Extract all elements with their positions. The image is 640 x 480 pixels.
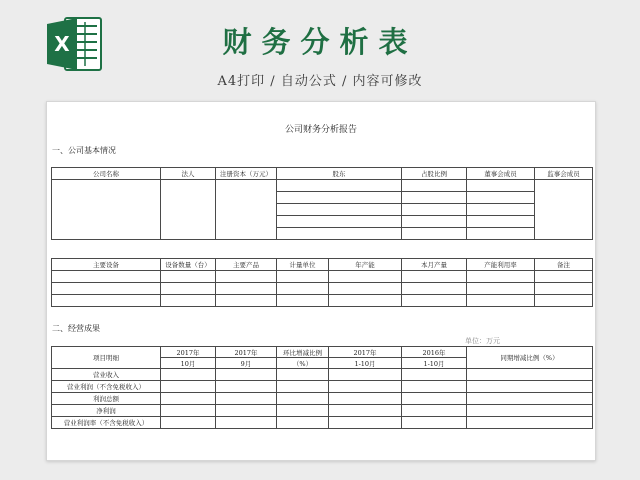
table-cell[interactable]	[161, 369, 216, 381]
table-cell[interactable]	[277, 393, 329, 405]
table-row-label: 营业利润率（不含免税收入）	[52, 417, 161, 429]
table-cell[interactable]	[329, 405, 402, 417]
table-cell[interactable]	[277, 228, 402, 240]
table-cell[interactable]	[467, 417, 593, 429]
table-cell[interactable]	[216, 295, 277, 307]
table-cell[interactable]	[402, 192, 467, 204]
table-cell[interactable]	[52, 283, 161, 295]
table-cell[interactable]	[467, 228, 535, 240]
table-header-cell: 主要产品	[216, 259, 277, 271]
table-cell[interactable]	[402, 228, 467, 240]
table-cell[interactable]	[329, 295, 402, 307]
table-header-cell: 1-10月	[402, 358, 467, 369]
table-header-cell: 法人	[161, 168, 216, 180]
table-cell[interactable]	[216, 381, 277, 393]
table-cell[interactable]	[467, 271, 535, 283]
table-cell[interactable]	[277, 295, 329, 307]
table-cell[interactable]	[402, 271, 467, 283]
table-cell[interactable]	[216, 393, 277, 405]
table-row-label: 净利润	[52, 405, 161, 417]
table-header-cell: （%）	[277, 358, 329, 369]
table-cell[interactable]	[402, 283, 467, 295]
table-row-label: 利润总额	[52, 393, 161, 405]
table-cell[interactable]	[52, 271, 161, 283]
table-cell[interactable]	[216, 283, 277, 295]
table-cell[interactable]	[535, 180, 593, 240]
table-header-cell: 产能利用率	[467, 259, 535, 271]
table-header-cell: 设备数量（台）	[161, 259, 216, 271]
section-heading-basic-info: 一、公司基本情况	[52, 146, 116, 155]
table-row-label: 营业收入	[52, 369, 161, 381]
table-cell[interactable]	[329, 369, 402, 381]
table-cell[interactable]	[277, 381, 329, 393]
table-cell[interactable]	[161, 417, 216, 429]
table-cell[interactable]	[402, 204, 467, 216]
table-cell[interactable]	[277, 271, 329, 283]
table-cell[interactable]	[161, 405, 216, 417]
table-cell[interactable]	[277, 192, 402, 204]
table-cell[interactable]	[329, 417, 402, 429]
table-cell[interactable]	[467, 192, 535, 204]
table-cell[interactable]	[467, 216, 535, 228]
table-cell[interactable]	[277, 180, 402, 192]
table-header-cell: 项目明细	[52, 347, 161, 369]
table-header-cell: 2017年	[161, 347, 216, 358]
table-cell[interactable]	[467, 295, 535, 307]
table-cell[interactable]	[161, 393, 216, 405]
table-cell[interactable]	[467, 405, 593, 417]
table-cell[interactable]	[402, 180, 467, 192]
table-cell[interactable]	[52, 295, 161, 307]
table-cell[interactable]	[277, 283, 329, 295]
report-title: 公司财务分析报告	[284, 125, 357, 135]
table-cell[interactable]	[52, 180, 161, 240]
table-header-cell: 本月产量	[402, 259, 467, 271]
page-subtitle: A4打印 / 自动公式 / 内容可修改	[217, 74, 423, 89]
table-header-cell: 年产能	[329, 259, 402, 271]
table-cell[interactable]	[277, 216, 402, 228]
table-cell[interactable]	[402, 295, 467, 307]
unit-label: 单位：万元	[465, 337, 500, 345]
table-header-cell: 2016年	[402, 347, 467, 358]
table-cell[interactable]	[402, 381, 467, 393]
header	[0, 0, 640, 100]
table-cell[interactable]	[402, 393, 467, 405]
table-cell[interactable]	[535, 271, 593, 283]
table-cell[interactable]	[467, 369, 593, 381]
table-header-cell: 环比增减比例	[277, 347, 329, 358]
company-info-table	[51, 167, 593, 240]
table-header-cell: 计量单位	[277, 259, 329, 271]
table-cell[interactable]	[216, 180, 277, 240]
table-header-cell: 9月	[216, 358, 277, 369]
table-cell[interactable]	[161, 381, 216, 393]
table-header-cell: 注册资本（万元）	[216, 168, 277, 180]
table-header-cell: 主要设备	[52, 259, 161, 271]
table-cell[interactable]	[277, 204, 402, 216]
table-cell[interactable]	[467, 393, 593, 405]
table-cell[interactable]	[329, 283, 402, 295]
table-header-cell: 备注	[535, 259, 593, 271]
table-header-cell: 监事会成员	[535, 168, 593, 180]
table-cell[interactable]	[535, 283, 593, 295]
svg-text:X: X	[54, 32, 70, 56]
table-cell[interactable]	[161, 283, 216, 295]
table-cell[interactable]	[467, 204, 535, 216]
table-cell[interactable]	[402, 417, 467, 429]
table-cell[interactable]	[161, 180, 216, 240]
table-cell[interactable]	[467, 283, 535, 295]
table-cell[interactable]	[329, 381, 402, 393]
table-header-cell: 董事会成员	[467, 168, 535, 180]
spreadsheet-preview	[46, 101, 596, 461]
table-cell[interactable]	[329, 271, 402, 283]
table-header-cell: 10月	[161, 358, 216, 369]
table-header-cell: 股东	[277, 168, 402, 180]
table-cell[interactable]	[402, 216, 467, 228]
table-cell[interactable]	[161, 295, 216, 307]
table-cell[interactable]	[216, 417, 277, 429]
table-cell[interactable]	[277, 405, 329, 417]
table-header-cell: 2017年	[216, 347, 277, 358]
table-cell[interactable]	[467, 381, 593, 393]
table-cell[interactable]	[216, 369, 277, 381]
table-cell[interactable]	[161, 271, 216, 283]
table-header-cell: 同期增减比例（%）	[467, 347, 593, 369]
page-title: 财务分析表	[222, 25, 418, 59]
equipment-table	[51, 258, 593, 307]
table-header-cell: 占股比例	[402, 168, 467, 180]
table-cell[interactable]	[402, 405, 467, 417]
table-cell[interactable]	[402, 369, 467, 381]
table-row-label: 营业利润（不含免税收入）	[52, 381, 161, 393]
operating-results-table	[51, 346, 593, 429]
table-cell[interactable]	[329, 393, 402, 405]
table-header-cell: 公司名称	[52, 168, 161, 180]
table-cell[interactable]	[216, 405, 277, 417]
section-heading-operating-results: 二、经营成果	[52, 324, 100, 333]
table-header-cell: 1-10月	[329, 358, 402, 369]
table-cell[interactable]	[216, 271, 277, 283]
table-cell[interactable]	[535, 295, 593, 307]
table-header-cell: 2017年	[329, 347, 402, 358]
table-cell[interactable]	[277, 417, 329, 429]
table-cell[interactable]	[277, 369, 329, 381]
table-cell[interactable]	[467, 180, 535, 192]
